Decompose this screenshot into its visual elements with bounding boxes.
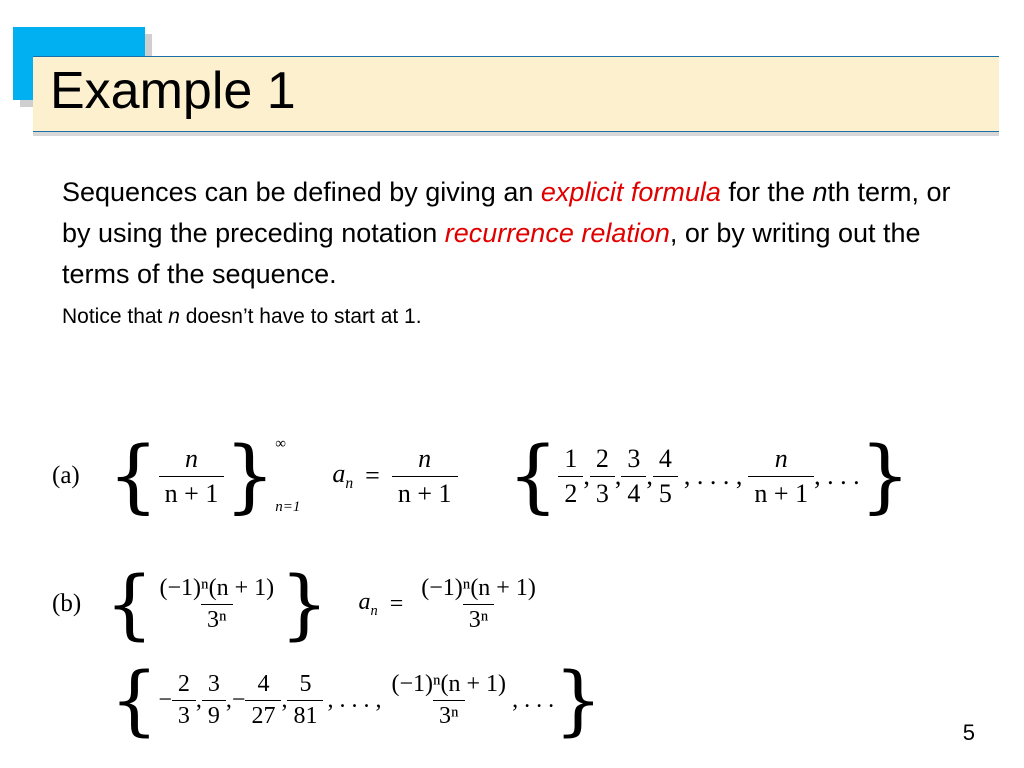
recurrence-relation-term: recurrence relation — [444, 218, 670, 248]
page-number: 5 — [962, 720, 975, 745]
example-b-label: (b) — [52, 590, 82, 617]
set-fraction: $\frac{\text{(−1)ⁿ(n + 1)}}{\text{3ⁿ}}$ — [159, 574, 275, 633]
term-1: $\frac{2}{3}$ — [172, 671, 196, 730]
example-b: (b) { $\frac{\text{(−1)ⁿ(n + 1)}}{\text{3ⁿ}}$ } $a_n$ = $\frac{\text{(−1)ⁿ(n + 1)}}{\text{3ⁿ}}$ — [52, 566, 542, 642]
example-a-label: (a) — [52, 462, 80, 489]
a-n-symbol: $a_n$ — [358, 588, 378, 619]
formula-fraction: $\frac{\text{(−1)ⁿ(n + 1)}}{\text{3ⁿ}}$ — [421, 574, 536, 633]
a-n-symbol: $a_n$ — [332, 458, 354, 493]
general-term: $\frac{n}{n + 1}$ — [748, 444, 814, 509]
formula-fraction: $\frac{n}{n + 1}$ — [392, 444, 458, 509]
general-term: $\frac{\text{(−1)ⁿ(n + 1)}}{\text{3ⁿ}}$ — [391, 670, 507, 729]
term-2: $\frac{2}{3}$ — [590, 444, 615, 509]
term-4: $\frac{5}{81}$ — [287, 671, 323, 730]
example-a: (a) { $\frac{n}{n + 1}$ } ∞ n=1 $a_n$ = $\frac{n}{n + 1}$ { $\frac{1}{2}$ , $\frac{2}{3}$ , $\frac{3}{4}$ , $\frac{4}{5}$ , . . . , $\frac{n}{n + 1}$ , . . . } — [52, 429, 911, 522]
open-brace: { — [105, 559, 154, 648]
body-paragraph: Sequences can be defined by giving an explicit formula for the nth term, or by using the preceding notation recurrence relation, or by writing out the terms of the sequence. — [62, 177, 951, 289]
terms-close-brace: } — [859, 429, 911, 522]
set-fraction: $\frac{n}{n + 1}$ — [159, 444, 225, 509]
example-b-terms: { − $\frac{2}{3}$ , $\frac{3}{9}$ , − $\frac{4}{27}$ , $\frac{5}{81}$ , . . . , $\frac{\text{(−1)ⁿ(n + 1)}}{\text{3ⁿ}}$ , . . . } — [110, 655, 603, 744]
term-2: $\frac{3}{9}$ — [202, 671, 226, 730]
explicit-formula-term: explicit formula — [540, 177, 721, 207]
index-subscript: n=1 — [275, 499, 301, 515]
term-3: $\frac{4}{27}$ — [245, 671, 281, 730]
term-1: $\frac{1}{2}$ — [558, 444, 583, 509]
close-brace: } — [280, 559, 329, 648]
term-3: $\frac{3}{4}$ — [621, 444, 646, 509]
terms-close-brace: } — [554, 655, 603, 744]
infinity-superscript: ∞ — [275, 436, 286, 452]
note-text: Notice that n doesn’t have to start at 1. — [62, 305, 422, 328]
term-4: $\frac{4}{5}$ — [653, 444, 678, 509]
open-brace: { — [107, 429, 159, 522]
terms-open-brace: { — [507, 429, 559, 522]
close-brace: } — [224, 429, 276, 522]
slide-title: Example 1 — [50, 62, 296, 120]
terms-open-brace: { — [110, 655, 159, 744]
